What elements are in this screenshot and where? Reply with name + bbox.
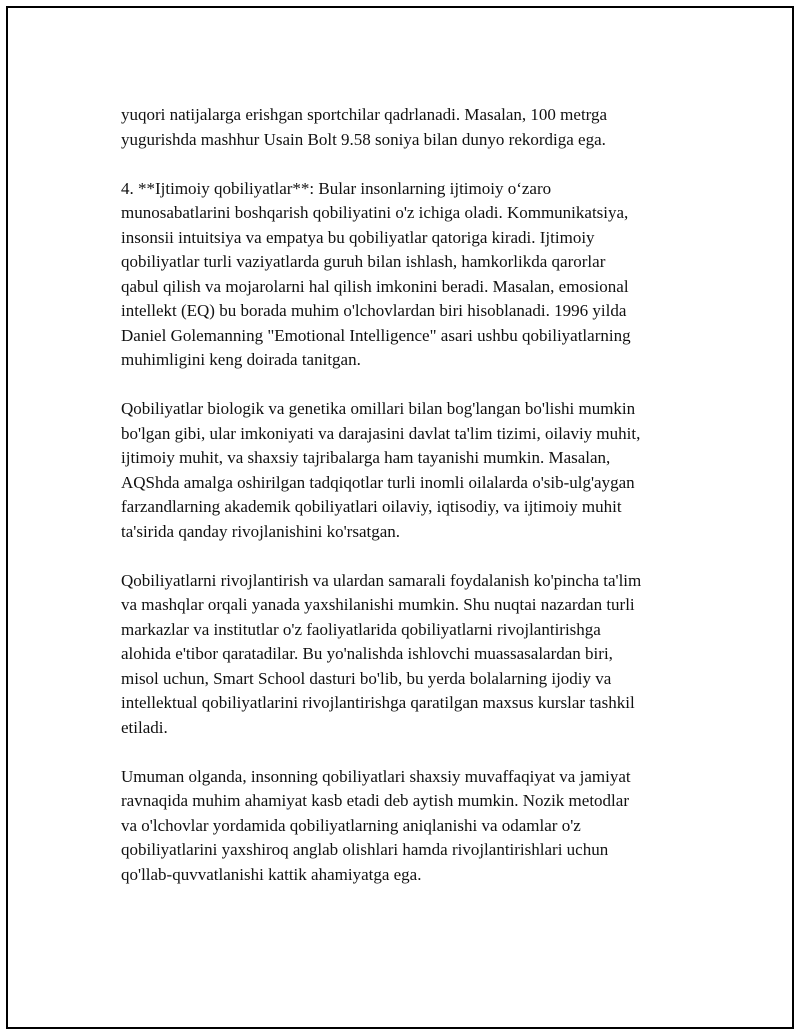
text-line: bo'lgan gibi, ular imkoniyati va darajasini davlat ta'lim tizimi, oilaviy muhit, [121, 423, 641, 443]
text-line: Qobiliyatlar biologik va genetika omillari bilan bog'langan bo'lishi mumkin [121, 399, 636, 418]
text-line: yuqori natijalarga erishgan sportchilar qadrlanadi. Masalan, 100 metrga [121, 105, 608, 124]
text-line: va o'lchovlar yordamida qobiliyatlarning aniqlanishi va odamlar o'z [121, 815, 581, 835]
paragraph-5 [121, 765, 706, 888]
text-line: qabul qilish va mojarolarni hal qilish imkonini beradi. Masalan, emosional [121, 276, 629, 296]
text-line: ta'sirida qanday rivojlanishini ko'rsatgan. [121, 521, 401, 541]
text-line: qobiliyatlarini yaxshiroq anglab olishlari hamda rivojlantirishlari uchun [121, 840, 609, 859]
paragraph-2 [121, 177, 706, 373]
text-line: Qobiliyatlarni rivojlantirish va ulardan samarali foydalanish ko'pincha ta'lim [121, 570, 642, 590]
text-line: Daniel Golemanning "Emotional Intelligence" asari ushbu qobiliyatlarning [121, 325, 631, 345]
text-line: alohida e'tibor qaratadilar. Bu yo'nalishda ishlovchi muassasalardan biri, [121, 644, 613, 663]
text-line: misol uchun, Smart School dasturi bo'lib, bu yerda bolalarning ijodiy va [121, 668, 612, 688]
text-line: ijtimoiy muhit, va shaxsiy tajribalarga ham tayanishi mumkin. Masalan, [121, 448, 611, 467]
page-border [6, 6, 794, 1029]
paragraph-3 [121, 397, 706, 544]
text-line: intellektual qobiliyatlarini rivojlantirishga qaratilgan maxsus kurslar tashkil [121, 693, 635, 712]
text-line: yugurishda mashhur Usain Bolt 9.58 soniya bilan dunyo rekordiga ega. [121, 129, 606, 149]
text-line: qo'llab-quvvatlanishi kattik ahamiyatga ega. [121, 864, 422, 884]
paragraph-4 [121, 569, 706, 741]
document-body [121, 103, 706, 912]
text-line: ravnaqida muhim ahamiyat kasb etadi deb aytish mumkin. Nozik metodlar [121, 791, 629, 810]
text-line: farzandlarning akademik qobiliyatlari oilaviy, iqtisodiy, va ijtimoiy muhit [121, 497, 622, 516]
text-line: muhimligini keng doirada tanitgan. [121, 350, 361, 369]
text-line: va mashqlar orqali yanada yaxshilanishi mumkin. Shu nuqtai nazardan turli [121, 595, 635, 614]
text-line: qobiliyatlar turli vaziyatlarda guruh bilan ishlash, hamkorlikda qarorlar [121, 252, 606, 271]
text-line: AQShda amalga oshirilgan tadqiqotlar turli inomli oilalarda o'sib-ulg'aygan [121, 472, 635, 492]
paragraph-1 [121, 103, 706, 152]
text-line: Umuman olganda, insonning qobiliyatlari shaxsiy muvaffaqiyat va jamiyat [121, 766, 631, 786]
text-line: insonsii intuitsiya va empatya bu qobiliyatlar qatoriga kiradi. Ijtimoiy [121, 227, 595, 247]
text-line: munosabatlarini boshqarish qobiliyatini o'z ichiga oladi. Kommunikatsiya, [121, 203, 629, 222]
text-line: etiladi. [121, 717, 168, 737]
text-line: 4. **Ijtimoiy qobiliyatlar**: Bular insonlarning ijtimoiy o‘zaro [121, 178, 552, 198]
text-line: markazlar va institutlar o'z faoliyatlarida qobiliyatlarni rivojlantirishga [121, 619, 601, 639]
text-line: intellekt (EQ) bu borada muhim o'lchovlardan biri hisoblanadi. 1996 yilda [121, 301, 627, 320]
